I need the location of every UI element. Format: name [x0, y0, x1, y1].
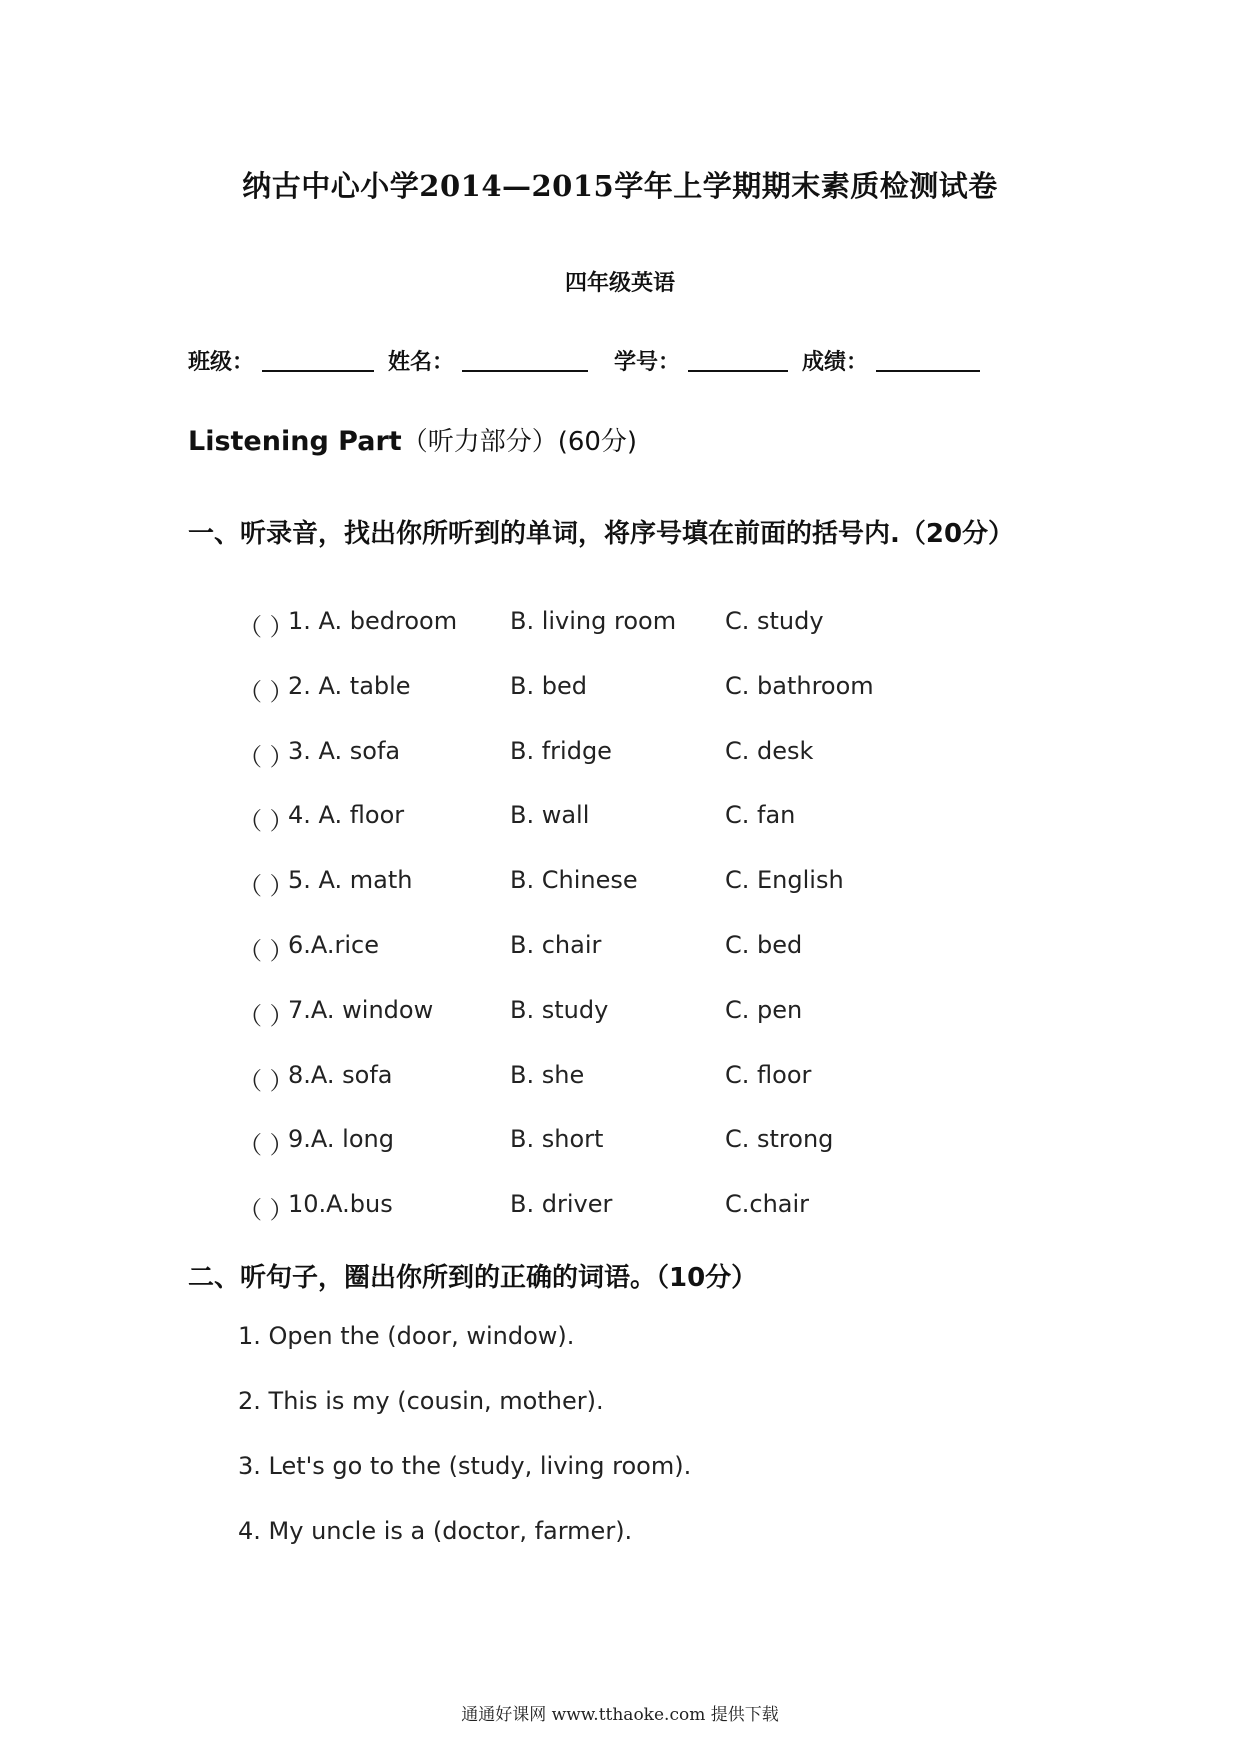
question-row	[0, 1125, 1240, 1165]
sentence-item: 4. My uncle is a (doctor, farmer).	[238, 1517, 633, 1545]
exam-title: 纳古中心小学2014—2015学年上学期期末素质检测试卷	[242, 169, 998, 203]
question-row	[0, 1190, 1240, 1230]
option-a: 9.A. long	[288, 1125, 394, 1154]
section2-heading: 二、听句子，圈出你所到的正确的词语。（10分）	[188, 1263, 758, 1293]
option-a: 1. A. bedroom	[288, 607, 458, 635]
option-b: B. she	[510, 1060, 585, 1089]
option-c: C. bed	[725, 931, 803, 959]
score-blank[interactable]	[876, 370, 980, 372]
answer-parentheses[interactable]: （ ）	[238, 677, 294, 706]
question-row	[0, 1061, 1240, 1101]
sentence-item: 3. Let's go to the (study, living room).	[238, 1452, 692, 1480]
option-a: 10.A.bus	[288, 1190, 393, 1219]
option-a: 2. A. table	[288, 671, 411, 700]
sentence-item: 1. Open the (door, window).	[238, 1322, 575, 1350]
option-c: C. bathroom	[725, 671, 874, 700]
option-a: 3. A. sofa	[288, 736, 401, 765]
exam-subtitle: 四年级英语	[564, 270, 675, 296]
answer-parentheses[interactable]: （ ）	[238, 1196, 294, 1225]
answer-parentheses[interactable]: （ ）	[238, 807, 294, 836]
option-b: B. short	[510, 1125, 604, 1154]
option-b: B. Chinese	[510, 866, 638, 895]
listening-title-en: Listening Part	[188, 426, 402, 457]
question-row	[0, 931, 1240, 971]
answer-parentheses[interactable]: （ ）	[238, 937, 294, 965]
option-b: B. chair	[510, 931, 602, 959]
option-b: B. living room	[510, 607, 677, 635]
option-c: C. floor	[725, 1060, 812, 1089]
option-c: C. pen	[725, 995, 803, 1024]
option-c: C. English	[725, 866, 844, 895]
option-a: 7.A. window	[288, 995, 434, 1024]
answer-parentheses[interactable]: （ ）	[238, 742, 294, 771]
name-label: 姓名：	[388, 349, 455, 375]
question-row	[0, 866, 1240, 906]
question-row	[0, 607, 1240, 647]
question-row	[0, 801, 1240, 841]
sentence-item: 2. This is my (cousin, mother).	[238, 1387, 604, 1415]
option-c: C. desk	[725, 736, 814, 765]
question-row	[0, 996, 1240, 1036]
class-blank[interactable]	[262, 370, 374, 372]
footer-credit: 通通好课网 www.tthaoke.com 提供下载	[461, 1705, 779, 1725]
listening-part-heading	[188, 421, 637, 458]
option-c: C. fan	[725, 801, 796, 830]
option-a: 8.A. sofa	[288, 1060, 393, 1089]
option-a: 6.A.rice	[288, 931, 380, 959]
listening-title-cn: （听力部分）(60分)	[401, 427, 638, 457]
option-b: B. bed	[510, 671, 587, 700]
question-row	[0, 672, 1240, 712]
answer-parentheses[interactable]: （ ）	[238, 872, 294, 901]
option-a: 5. A. math	[288, 866, 413, 895]
option-b: B. wall	[510, 801, 590, 830]
answer-parentheses[interactable]: （ ）	[238, 1066, 294, 1095]
option-b: B. fridge	[510, 736, 612, 765]
question-row	[0, 737, 1240, 777]
section1-heading: 一、听录音，找出你所听到的单词，将序号填在前面的括号内.（20分）	[188, 519, 1015, 549]
name-blank[interactable]	[462, 370, 588, 372]
answer-parentheses[interactable]: （ ）	[238, 613, 294, 641]
answer-parentheses[interactable]: （ ）	[238, 1001, 294, 1030]
option-c: C. strong	[725, 1125, 834, 1154]
student-number-blank[interactable]	[688, 370, 788, 372]
option-b: B. driver	[510, 1190, 613, 1219]
student-number-label: 学号：	[614, 349, 681, 375]
option-a: 4. A. floor	[288, 801, 405, 830]
answer-parentheses[interactable]: （ ）	[238, 1131, 294, 1160]
score-label: 成绩：	[802, 349, 869, 375]
option-c: C. study	[725, 607, 824, 635]
class-label: 班级：	[188, 349, 255, 375]
option-b: B. study	[510, 995, 609, 1024]
option-c: C.chair	[725, 1190, 810, 1219]
